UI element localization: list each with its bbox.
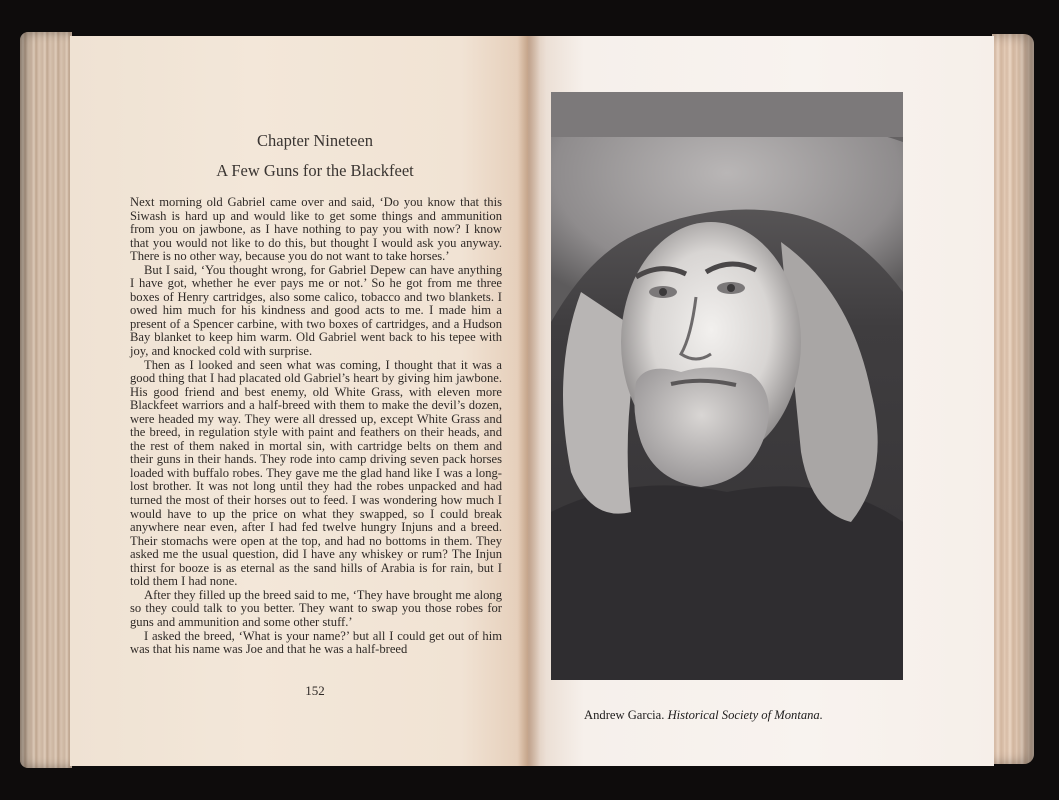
caption-credit: Historical Society of Montana.: [667, 708, 823, 722]
book-gutter: [518, 36, 540, 766]
photo-caption: [584, 708, 914, 723]
right-page-edges: [992, 34, 1034, 764]
paragraph: Next morning old Gabriel came over and said, ‘Do you know that this Siwash is hard up and would like to get some things and ammunition from you on jawbone, as I have nothing to pay you with now? I know that you would not like to do this, but thought I would ask you anyway. There is no other way, because you do not want to take horses.’: [130, 195, 502, 264]
portrait-photo: [551, 92, 903, 680]
left-page-edges: [20, 32, 72, 768]
chapter-body-text: [130, 196, 502, 657]
caption-name: Andrew Garcia.: [584, 708, 665, 722]
chapter-title: A Few Guns for the Blackfeet: [216, 161, 414, 180]
portrait-image: [551, 92, 903, 680]
paragraph: But I said, ‘You thought wrong, for Gabriel Depew can have anything I have got, whether he ever pays me or not.’ So he got from me three boxes of Henry cartridges, also some calico, tobacco and two blankets. I owed him much for his kindness and good acts to me. I made him a present of a Spencer carbine, with two boxes of cartridges, and a Hudson Bay blanket to keep him warm. Old Gabriel went back to his tepee with joy, and knocked cold with surprise.: [130, 262, 502, 359]
paragraph: I asked the breed, ‘What is your name?’ but all I could get out of him was that his name was Joe and that he was a half-breed: [130, 628, 502, 657]
paragraph: Then as I looked and seen what was coming, I thought that it was a good thing that I had placated old Gabriel’s heart by giving him jawbone. His good friend and best enemy, old White Grass, with eleven more Blackfeet warriors and a half-breed with them to make the devil’s dozen, were headed my way. They were all dressed up, except White Grass and the breed, in regulation style with paint and feathers on their heads, and the rest of them naked in mortal sin, with cartridge belts on them and their guns in their hands. They rode into camp driving seven pack horses loaded with buffalo robes. They gave me the glad hand like I was a long-lost brother. It was not long until they had the robes unpacked and had turned the most of their horses out to feed. I was wondering how much I would have to up the price on what they swapped, so I could break anywhere near even, after I had fed twelve hungry Injuns and a breed. Their stomachs were open at the top, and had no bottoms in them. They asked me the usual question, did I have any whiskey or rum? The Injun thirst for booze is as eternal as the sand hills of Arabia is for rain, but I told them I had none.: [130, 357, 502, 589]
chapter-number: Chapter Nineteen: [257, 131, 373, 150]
paragraph: After they filled up the breed said to me, ‘They have brought me along so they could talk to you better. They want to swap you those robes for guns and ammunition and some other stuff.’: [130, 587, 502, 629]
page-number: 152: [305, 683, 325, 698]
